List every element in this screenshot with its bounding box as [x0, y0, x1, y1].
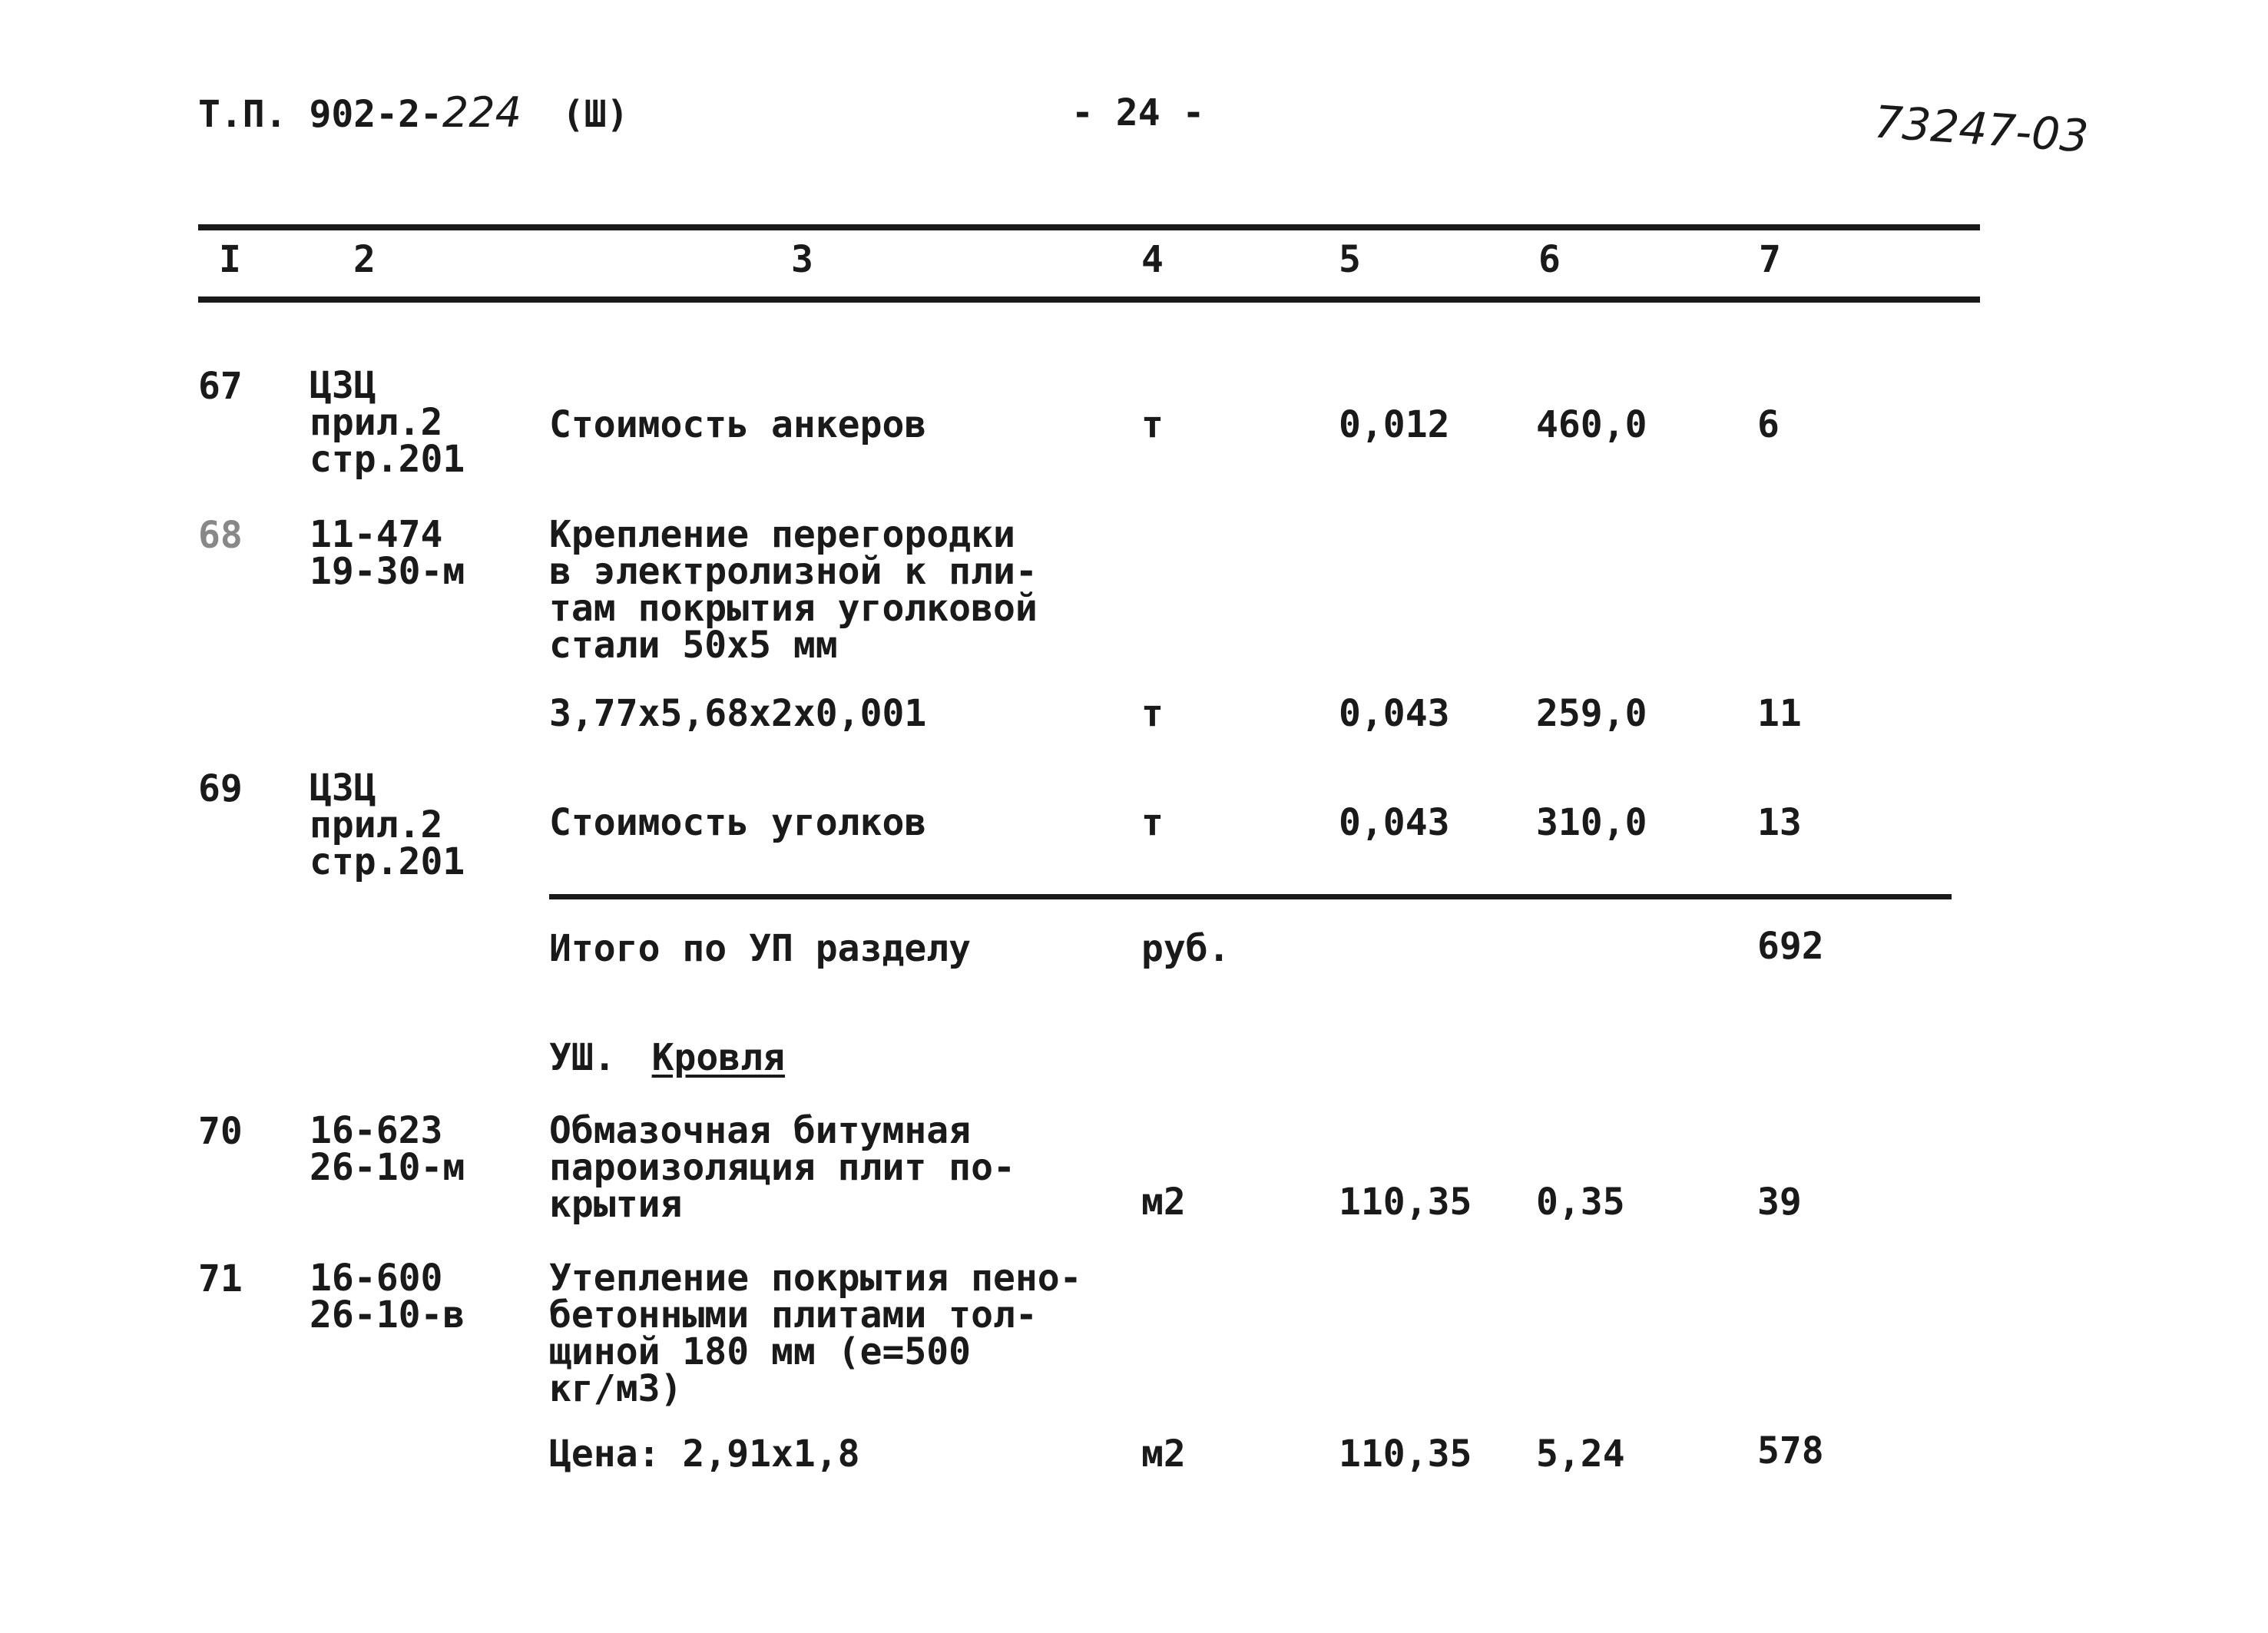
- col-header-2: 2: [353, 238, 376, 281]
- row-68-price: 259,0: [1536, 692, 1647, 735]
- row-68-unit: т: [1141, 692, 1164, 735]
- col-header-1: I: [219, 238, 241, 281]
- subtotal-unit: руб.: [1141, 927, 1230, 970]
- col-header-3: 3: [791, 238, 813, 281]
- col-header-4: 4: [1141, 238, 1164, 281]
- page-number: - 24 -: [1071, 91, 1205, 134]
- row-68-ref: 11-474 19-30-м: [310, 513, 465, 593]
- row-67-desc: Стоимость анкеров: [549, 403, 927, 446]
- row-69-total: 13: [1757, 801, 1802, 844]
- row-71-price: 5,24: [1536, 1433, 1625, 1476]
- row-71-num: 71: [198, 1257, 243, 1300]
- col-header-7: 7: [1759, 238, 1781, 281]
- row-69-ref: ЦЗЦ прил.2 стр.201: [310, 767, 465, 883]
- row-71-calc: Цена: 2,91х1,8: [549, 1433, 860, 1476]
- doc-header: [198, 88, 629, 137]
- row-67-total: 6: [1757, 403, 1780, 446]
- row-69-qty: 0,043: [1339, 801, 1450, 844]
- row-67-unit: т: [1141, 403, 1164, 446]
- section-heading: [549, 1038, 785, 1077]
- col-header-6: 6: [1538, 238, 1561, 281]
- row-70-unit: м2: [1141, 1181, 1186, 1224]
- row-70-num: 70: [198, 1110, 243, 1153]
- row-67-qty: 0,012: [1339, 403, 1450, 446]
- row-71-qty: 110,35: [1339, 1433, 1472, 1476]
- row-70-total: 39: [1757, 1181, 1802, 1224]
- row-70-price: 0,35: [1536, 1181, 1625, 1224]
- row-71-desc: Утепление покрытия пено- бетонными плитами тол- щиной 180 мм (е=500 кг/м3): [549, 1257, 1082, 1410]
- row-68-desc: Крепление перегородки в электролизной к пли- там покрытия уголковой стали 50х5 мм: [549, 513, 1038, 667]
- row-69-desc: Стоимость уголков: [549, 801, 927, 844]
- doc-number-handwritten: 224: [442, 88, 521, 137]
- row-69-price: 310,0: [1536, 801, 1647, 844]
- archive-number: 73247-03: [1872, 95, 2091, 163]
- section-prefix: УШ.: [549, 1036, 616, 1079]
- doc-suffix: (Ш): [561, 93, 629, 136]
- row-70-qty: 110,35: [1339, 1181, 1472, 1224]
- row-70-desc: Обмазочная битумная пароизоляция плит по- крытия: [549, 1109, 1015, 1226]
- row-71-ref: 16-600 26-10-в: [310, 1257, 465, 1337]
- row-68-num: 68: [198, 514, 243, 557]
- doc-prefix: Т.П. 902-2-: [198, 93, 442, 136]
- row-69-num: 69: [198, 767, 243, 810]
- header-bottom-rule: [198, 296, 1980, 303]
- subtotal-rule: [549, 894, 1952, 899]
- row-67-ref: ЦЗЦ прил.2 стр.201: [310, 364, 465, 481]
- row-68-calc: 3,77х5,68х2х0,001: [549, 692, 927, 735]
- row-71-unit: м2: [1141, 1433, 1186, 1476]
- row-71-total: 578: [1757, 1429, 1824, 1472]
- row-67-num: 67: [198, 365, 243, 408]
- subtotal-desc: Итого по УП разделу: [549, 927, 972, 970]
- header-top-rule: [198, 224, 1980, 230]
- col-header-5: 5: [1339, 238, 1361, 281]
- subtotal-total: 692: [1757, 925, 1824, 968]
- row-67-price: 460,0: [1536, 403, 1647, 446]
- row-70-ref: 16-623 26-10-м: [310, 1109, 465, 1189]
- section-title: Кровля: [651, 1036, 785, 1079]
- row-68-qty: 0,043: [1339, 692, 1450, 735]
- row-68-total: 11: [1757, 692, 1802, 735]
- row-69-unit: т: [1141, 801, 1164, 844]
